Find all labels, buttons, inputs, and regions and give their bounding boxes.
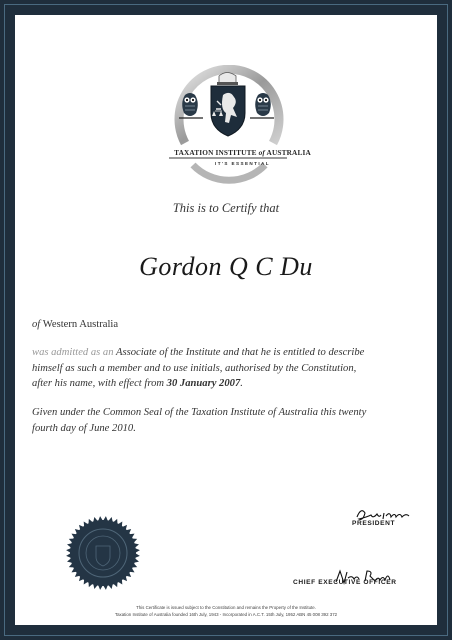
admission-text: of the Institute and that he is entitled to describe himself as such a member and to use initials, authorised by the Constitution, after his name, with effect from	[32, 347, 365, 390]
of-prefix: of	[32, 319, 41, 330]
footer-incorporation-note: Taxation Institute of Australia founded 16th July, 1943 - Incorporated in A.C.T. 15th July, 1952 ABN 45 008 392 372	[114, 612, 338, 617]
footer-property-note: This Certificate is issued subject to the Constitution and remains the Property of the Institute.	[136, 605, 316, 610]
recipient-name: Gordon Q C Du	[139, 252, 313, 281]
ceo-title: CHIEF EXECUTIVE OFFICER	[293, 579, 397, 586]
admission-paragraph	[32, 345, 377, 392]
certificate-page	[15, 15, 437, 625]
member-location: Western Australia	[42, 319, 119, 330]
effective-date: 30 January 2007	[166, 378, 241, 390]
location-line	[32, 317, 377, 333]
institute-name	[170, 148, 315, 157]
membership-grade: Associate	[116, 347, 157, 358]
given-under-paragraph: Given under the Common Seal of the Taxation Institute of Australia this twenty fourth day of June 2010.	[32, 407, 367, 434]
common-seal-icon	[63, 513, 143, 593]
institute-name-part2: AUSTRALIA	[264, 148, 311, 157]
institute-name-part1: TAXATION INSTITUTE	[174, 148, 259, 157]
seal-serrated-edge	[66, 516, 140, 590]
certify-line: This is to Certify that	[172, 201, 280, 215]
ceo-signature	[333, 566, 395, 590]
institute-tagline: IT'S ESSENTIAL	[215, 161, 270, 166]
admission-end: .	[240, 378, 243, 390]
institute-name-of: of	[258, 148, 265, 157]
admission-prefix: was admitted as an	[32, 347, 114, 358]
president-title: PRESIDENT	[352, 520, 396, 527]
institute-crest-icon	[155, 65, 300, 190]
